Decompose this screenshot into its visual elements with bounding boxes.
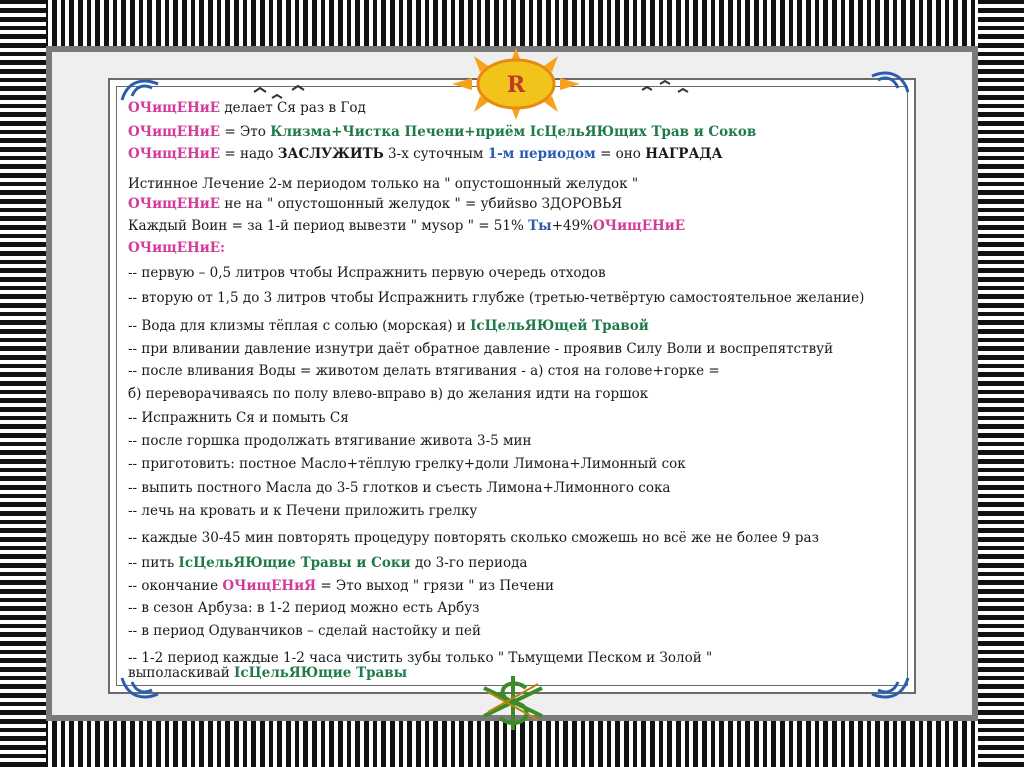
text-segment: Ты — [528, 218, 552, 234]
text-segment: ОЧищЕНиЕ — [128, 196, 221, 212]
svg-text:R: R — [506, 72, 526, 98]
text-line — [128, 503, 477, 519]
text-segment: -- Испражнить Ся и помыть Ся — [128, 410, 349, 426]
corner-flourish-icon — [868, 674, 904, 704]
text-segment: Клизма+Чистка Печени+приём ІсЦельЯЮщих Трав и Соков — [270, 124, 757, 140]
text-segment: = надо — [220, 146, 278, 162]
text-line — [128, 650, 712, 666]
text-segment: -- в сезон Арбуза: в 1-2 период можно есть Арбуз — [128, 600, 480, 616]
text-line — [128, 218, 685, 234]
text-segment: делает Ся раз в Год — [220, 100, 366, 116]
text-line — [128, 480, 670, 496]
text-segment: ІсЦельЯЮщие Травы и Соки — [178, 555, 411, 571]
text-segment: = Это — [220, 124, 271, 140]
text-segment: -- вторую от 1,5 до 3 литров чтобы Испражнить глубже (третью-четвёртую самостоятельное желание) — [128, 290, 865, 306]
text-line — [128, 341, 833, 357]
text-line — [128, 100, 366, 116]
text-segment: ОЧищЕНиЕ: — [128, 240, 226, 256]
text-line — [128, 290, 864, 306]
text-segment: ОЧищЕНиЕ — [128, 146, 221, 162]
dollar-sign-icon — [478, 670, 548, 734]
text-line — [128, 146, 722, 162]
text-segment: -- Вода для клизмы тёплая с солью (морская) и — [128, 318, 471, 334]
text-segment: ЗАСЛУЖИТЬ — [277, 146, 384, 162]
text-line — [128, 363, 720, 379]
text-line — [128, 623, 481, 639]
text-segment: = Это выход " грязи " из Печени — [316, 578, 555, 594]
text-segment: -- после горшка продолжать втягивание живота 3-5 мин — [128, 433, 532, 449]
frame-border-left — [0, 0, 46, 767]
text-line — [128, 196, 622, 212]
text-segment: -- каждые 30-45 мин повторять процедуру повторять сколько сможешь но всё же не более 9 раз — [128, 530, 819, 546]
text-line — [128, 555, 527, 571]
text-segment: до 3-го периода — [410, 555, 528, 571]
sun-icon — [448, 48, 584, 120]
text-line — [128, 665, 407, 681]
text-segment: ІсЦельЯЮщие Травы — [234, 665, 408, 681]
text-segment: -- 1-2 период каждые 1-2 часа чистить зубы только " Тьмущеми Песком и Золой " — [128, 650, 713, 666]
text-segment: -- пить — [128, 555, 179, 571]
text-line — [128, 240, 225, 256]
text-line — [128, 176, 638, 192]
text-segment: -- после вливания Воды = животом делать втягивания - а) стоя на голове+горке = — [128, 363, 720, 379]
text-line — [128, 386, 648, 402]
text-segment: Истинное Лечение 2-м периодом только на " опустошонный желудок " — [128, 176, 639, 192]
text-line — [128, 433, 532, 449]
text-line — [128, 578, 554, 594]
frame-border-right — [978, 0, 1024, 767]
corner-flourish-icon — [868, 66, 904, 96]
text-line — [128, 124, 756, 140]
text-segment: ІсЦельЯЮщей Травой — [470, 318, 649, 334]
text-line — [128, 530, 819, 546]
text-line — [128, 318, 649, 334]
text-segment: Каждый Воин = за 1-й период вывезти " муsор " = 51% — [128, 218, 529, 234]
birds-icon — [640, 78, 700, 104]
text-segment: -- в период Одуванчиков – сделай настойку и пей — [128, 623, 481, 639]
text-segment: б) переворачиваясь по полу влево-вправо в) до желания идти на горшок — [128, 386, 649, 402]
text-segment: 3-х суточным — [383, 146, 488, 162]
text-segment: = оно — [595, 146, 646, 162]
text-segment: -- при вливании давление изнутри даёт обратное давление - проявив Силу Воли и воспрепятствуй — [128, 341, 834, 357]
text-segment: -- первую – 0,5 литров чтобы Испражнить первую очередь отходов — [128, 265, 606, 281]
text-segment: ОЧищЕНиЕ — [593, 218, 686, 234]
text-segment: -- окончание — [128, 578, 223, 594]
text-segment: ОЧищЕНиЯ — [222, 578, 317, 594]
text-segment: не на " опустошонный желудок " = убийsво ЗДОРОВЬЯ — [220, 196, 623, 212]
text-line — [128, 410, 349, 426]
text-line — [128, 265, 606, 281]
text-segment: ОЧищЕНиЕ — [128, 100, 221, 116]
frame-border-top — [0, 0, 1024, 46]
text-line — [128, 600, 480, 616]
text-segment: -- лечь на кровать и к Печени приложить грелку — [128, 503, 478, 519]
text-segment: +49% — [551, 218, 594, 234]
text-segment: ОЧищЕНиЕ — [128, 124, 221, 140]
text-segment: 1-м периодом — [487, 146, 596, 162]
text-segment: -- выпить постного Масла до 3-5 глотков и съесть Лимона+Лимонного сока — [128, 480, 671, 496]
text-segment: НАГРАДА — [645, 146, 723, 162]
text-line — [128, 456, 686, 472]
text-segment: выполаскивай — [128, 665, 235, 681]
text-segment: -- приготовить: постное Масло+тёплую грелку+доли Лимона+Лимонный сок — [128, 456, 686, 472]
